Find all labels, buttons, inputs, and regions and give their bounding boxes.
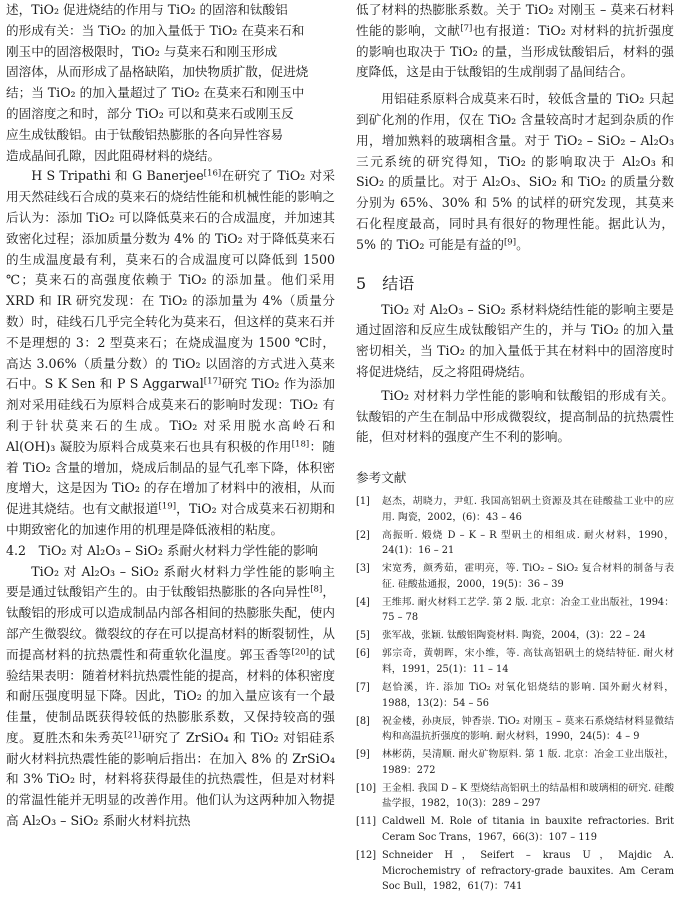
paragraph-mullite-synthesis: 用铝硅系原料合成莫来石时，较低含量的 TiO₂ 只起到矿化剂的作用，仅在 TiO₂ 含量较高时才起到杂质的作用，增加熟料的玻璃相含量。对于 TiO₂ – SiO₂ – Al₂O₃ 三元系统的研究得知，TiO₂ 的影响取决于 Al₂O₃ 和 SiO₂ 的质量比。对于 Al₂O₃、SiO₂ 和 TiO₂ 的质量分数分别为 65%、30% 和 5% 的试样的研究发现，其莫来石化程度最高，同时具有很好的物理性能。据此认为，5% 的 TiO₂ 可能是有益的[9]。: [356, 91, 674, 252]
citation-7[interactable]: [7]: [460, 23, 473, 34]
reference-item: [3] 宋宽秀，颜秀茹，霍明亮，等. TiO₂ – SiO₂ 复合材料的制备与表征. 硅酸盐通报，2000，19(5)：36 – 39: [356, 563, 674, 590]
paragraph-mechanical-properties: TiO₂ 对 Al₂O₃ – SiO₂ 系耐火材料力学性能的影响主要是通过钛酸铝产生的。由于钛酸铝热膨胀的各向异性[8]，钛酸铝的形成可以造成制品内部各相间的热膨胀失配，使内部产生微裂纹。微裂纹的存在可以提高材料的断裂韧性，从而提高材料的抗热震性和荷重软化温度。郭玉香等[20]的试验结果表明：随着材料抗热震性能的提高，材料的体积密度和耐压强度明显下降。因此，TiO₂ 的加入量应该有一个最佳量，使制品既获得较低的热膨胀系数，又保持较高的强度。夏胜杰和朱秀英[21]研究了 ZrSiO₄ 和 TiO₂ 对铝硅系耐火材料抗热震性能的影响后指出：在加入 8% 的 ZrSiO₄ 和 3% TiO₂ 时，材料将获得最佳的抗热震性，但是对材料的常温性能并无明显的改善作用。他们认为这两种加入物提高 Al₂O₃ – SiO₂ 系耐火材料抗热: [6, 563, 336, 829]
text-line: 刚玉中的固溶极限时，TiO₂ 与莫来石和刚玉形成: [6, 43, 278, 59]
reference-item: [6] 郭宗奇，黄朝晖，宋小维，等. 高钛高铝矾土的烧结特征. 耐火材料，1991，25(1)：11 – 14: [356, 648, 674, 676]
citation-20[interactable]: [20]: [291, 647, 310, 658]
paragraph-thermal-expansion: 低了材料的热膨胀系数。关于 TiO₂ 对刚玉 – 莫来石材料性能的影响，文献[7]也有报道：TiO₂ 对材料的抗折强度的影响也取决于 TiO₂ 的量，当形成钛酸铝后，材料的强度降低，这是由于钛酸铝的生成削弱了晶间结合。: [356, 2, 674, 80]
reference-item: [9] 林彬荫，吴清顺. 耐火矿物原料. 第 1 版. 北京：冶金工业出版社，1989：272: [356, 749, 674, 776]
section-heading-conclusion: [356, 272, 674, 296]
citation-17[interactable]: [17]: [203, 377, 222, 388]
text-line: 述，TiO₂ 促进烧结的作用与 TiO₂ 的固溶和钛酸铝: [6, 2, 288, 17]
citation-21[interactable]: [21]: [123, 730, 142, 741]
citation-19[interactable]: [19]: [158, 501, 177, 512]
reference-item: [10] 王金相. 我国 D – K 型烧结高铝矾土的结晶相和玻璃相的研究. 硅酸盐学报，1982，10(3)：289 – 297: [356, 782, 674, 810]
citation-16[interactable]: [16]: [203, 169, 222, 180]
reference-item: [1] 赵杰，胡晓力，尹虹. 我国高铝矾土资源及其在硅酸盐工业中的应用. 陶瓷，2002，(6)：43 – 46: [356, 496, 674, 523]
section-title: 结语: [382, 273, 415, 293]
reference-item: [2] 高振昕. 煅烧 D – K – R 型矾土的相组成. 耐火材料，1990，24(1)：16 – 21: [356, 529, 674, 557]
citation-8[interactable]: [8]: [310, 585, 323, 596]
paragraph-conclusion-mechanical: TiO₂ 对材料力学性能的影响和钛酸铝的形成有关。钛酸铝的产生在制品中形成微裂纹，提高制品的抗热震性能，但对材料的强度产生不利的影响。: [356, 387, 674, 445]
paragraph-tripathi-study: H S Tripathi 和 G Banerjee[16]在研究了 TiO₂ 对采用天然硅线石合成的莫来石的烧结性能和机械性能的影响之后认为：添加 TiO₂ 可以降低莫来石的合成温度，并加速其致密化过程；添加质量分数为 4% 的 TiO₂ 对于降低莫来石的生成温度最有利，莫来石的合成温度可以降低到 1500 ℃；莫来石的高强度依赖于 TiO₂ 的添加量。他们采用 XRD 和 IR 研究发现：在 TiO₂ 的添加量为 4%（质量分数）时，硅线石几乎完全转化为莫来石，但这样的莫来石并不是理想的 3：2 型莫来石；在烧成温度为 1500 ℃时，高达 3.06%（质量分数）的 TiO₂ 以固溶的方式进入莫来石中。S K Sen 和 P S Aggarwal[17]研究 TiO₂ 作为添加剂对采用硅线石为原料合成莫来石的影响时发现：TiO₂ 有利于针状莫来石的生成。TiO₂ 对采用脱水高岭石和 Al(OH)₃ 凝胶为原料合成莫来石也具有积极的作用[18]：随着 TiO₂ 含量的增加，烧成后制品的显气孔率下降，体积密度增大，这是因为 TiO₂ 的存在增加了材料中的液相，从而促进其烧结。也有文献报道[19]，TiO₂ 对合成莫来石初期和中期致密化的加速作用的机理是降低液相的粘度。: [6, 168, 336, 537]
text-line: 固溶体，从而形成了晶格缺陷，加快物质扩散，促进烧: [6, 64, 309, 80]
text-line: 的固溶度之和时，部分 TiO₂ 可以和莫来石或刚玉反: [6, 105, 294, 121]
section-number: 5: [356, 273, 367, 293]
reference-item: [8] 祝金楼，孙庚辰，钟香崇. TiO₂ 对刚玉 – 莫来石系烧结材料显微结构和高温抗折强度的影响. 耐火材料，1990，24(5)：4 – 9: [356, 715, 674, 743]
reference-list: [356, 494, 674, 895]
citation-9[interactable]: [9]: [503, 237, 517, 248]
left-column: [6, 0, 335, 832]
subsection-heading-4-2: 4.2 TiO₂ 对 Al₂O₃ – SiO₂ 系耐火材料力学性能的影响: [6, 542, 319, 558]
text-line: 结；当 TiO₂ 的加入量超过了 TiO₂ 在莫来石和刚玉中: [6, 85, 305, 101]
paragraph-conclusion-sintering: TiO₂ 对 Al₂O₃ – SiO₂ 系材料烧结性能的影响主要是通过固溶和反应生成钛酸铝产生的，并与 TiO₂ 的加入量密切相关，当 TiO₂ 的加入量低于其在材料中的固溶度时将促进烧结，反之将阻碍烧结。: [356, 301, 674, 379]
reference-item: [12] Schneider H，Seifert – kraus U，Majdic A. Microchemistry of refractory-grade bauxites. Am Ceram Soc Bull，1982，61(7)：741: [356, 849, 674, 893]
paragraph-sintering-mechanism: [6, 0, 335, 166]
references-heading: 参考文献: [356, 470, 407, 486]
text-line: 造成晶间孔隙，因此阻碍材料的烧结。: [6, 147, 221, 163]
text-line: 应生成钛酸铝。由于钛酸铝热膨胀的各向异性容易: [6, 126, 284, 142]
reference-item: [4] 王维邦. 耐火材料工艺学. 第 2 版. 北京：冶金工业出版社，1994：75 – 78: [356, 596, 674, 624]
reference-item: [5] 张军战，张颖. 钛酸铝陶瓷材料. 陶瓷，2004，(3)：22 – 24: [356, 630, 646, 642]
citation-18[interactable]: [18]: [291, 439, 310, 450]
text-line: 的形成有关：当 TiO₂ 的加入量低于 TiO₂ 在莫来石和: [6, 22, 305, 38]
reference-item: [11] Caldwell M. Role of titania in bauxite refractories. Brit Ceram Soc Trans，1967，66(3)：107 – 119: [356, 816, 674, 843]
reference-item: [7] 赵恰溪，许. 添加 TiO₂ 对氧化铝烧结的影响. 国外耐火材料，1988，13(2)：54 – 56: [356, 682, 674, 709]
right-column: [356, 0, 674, 897]
